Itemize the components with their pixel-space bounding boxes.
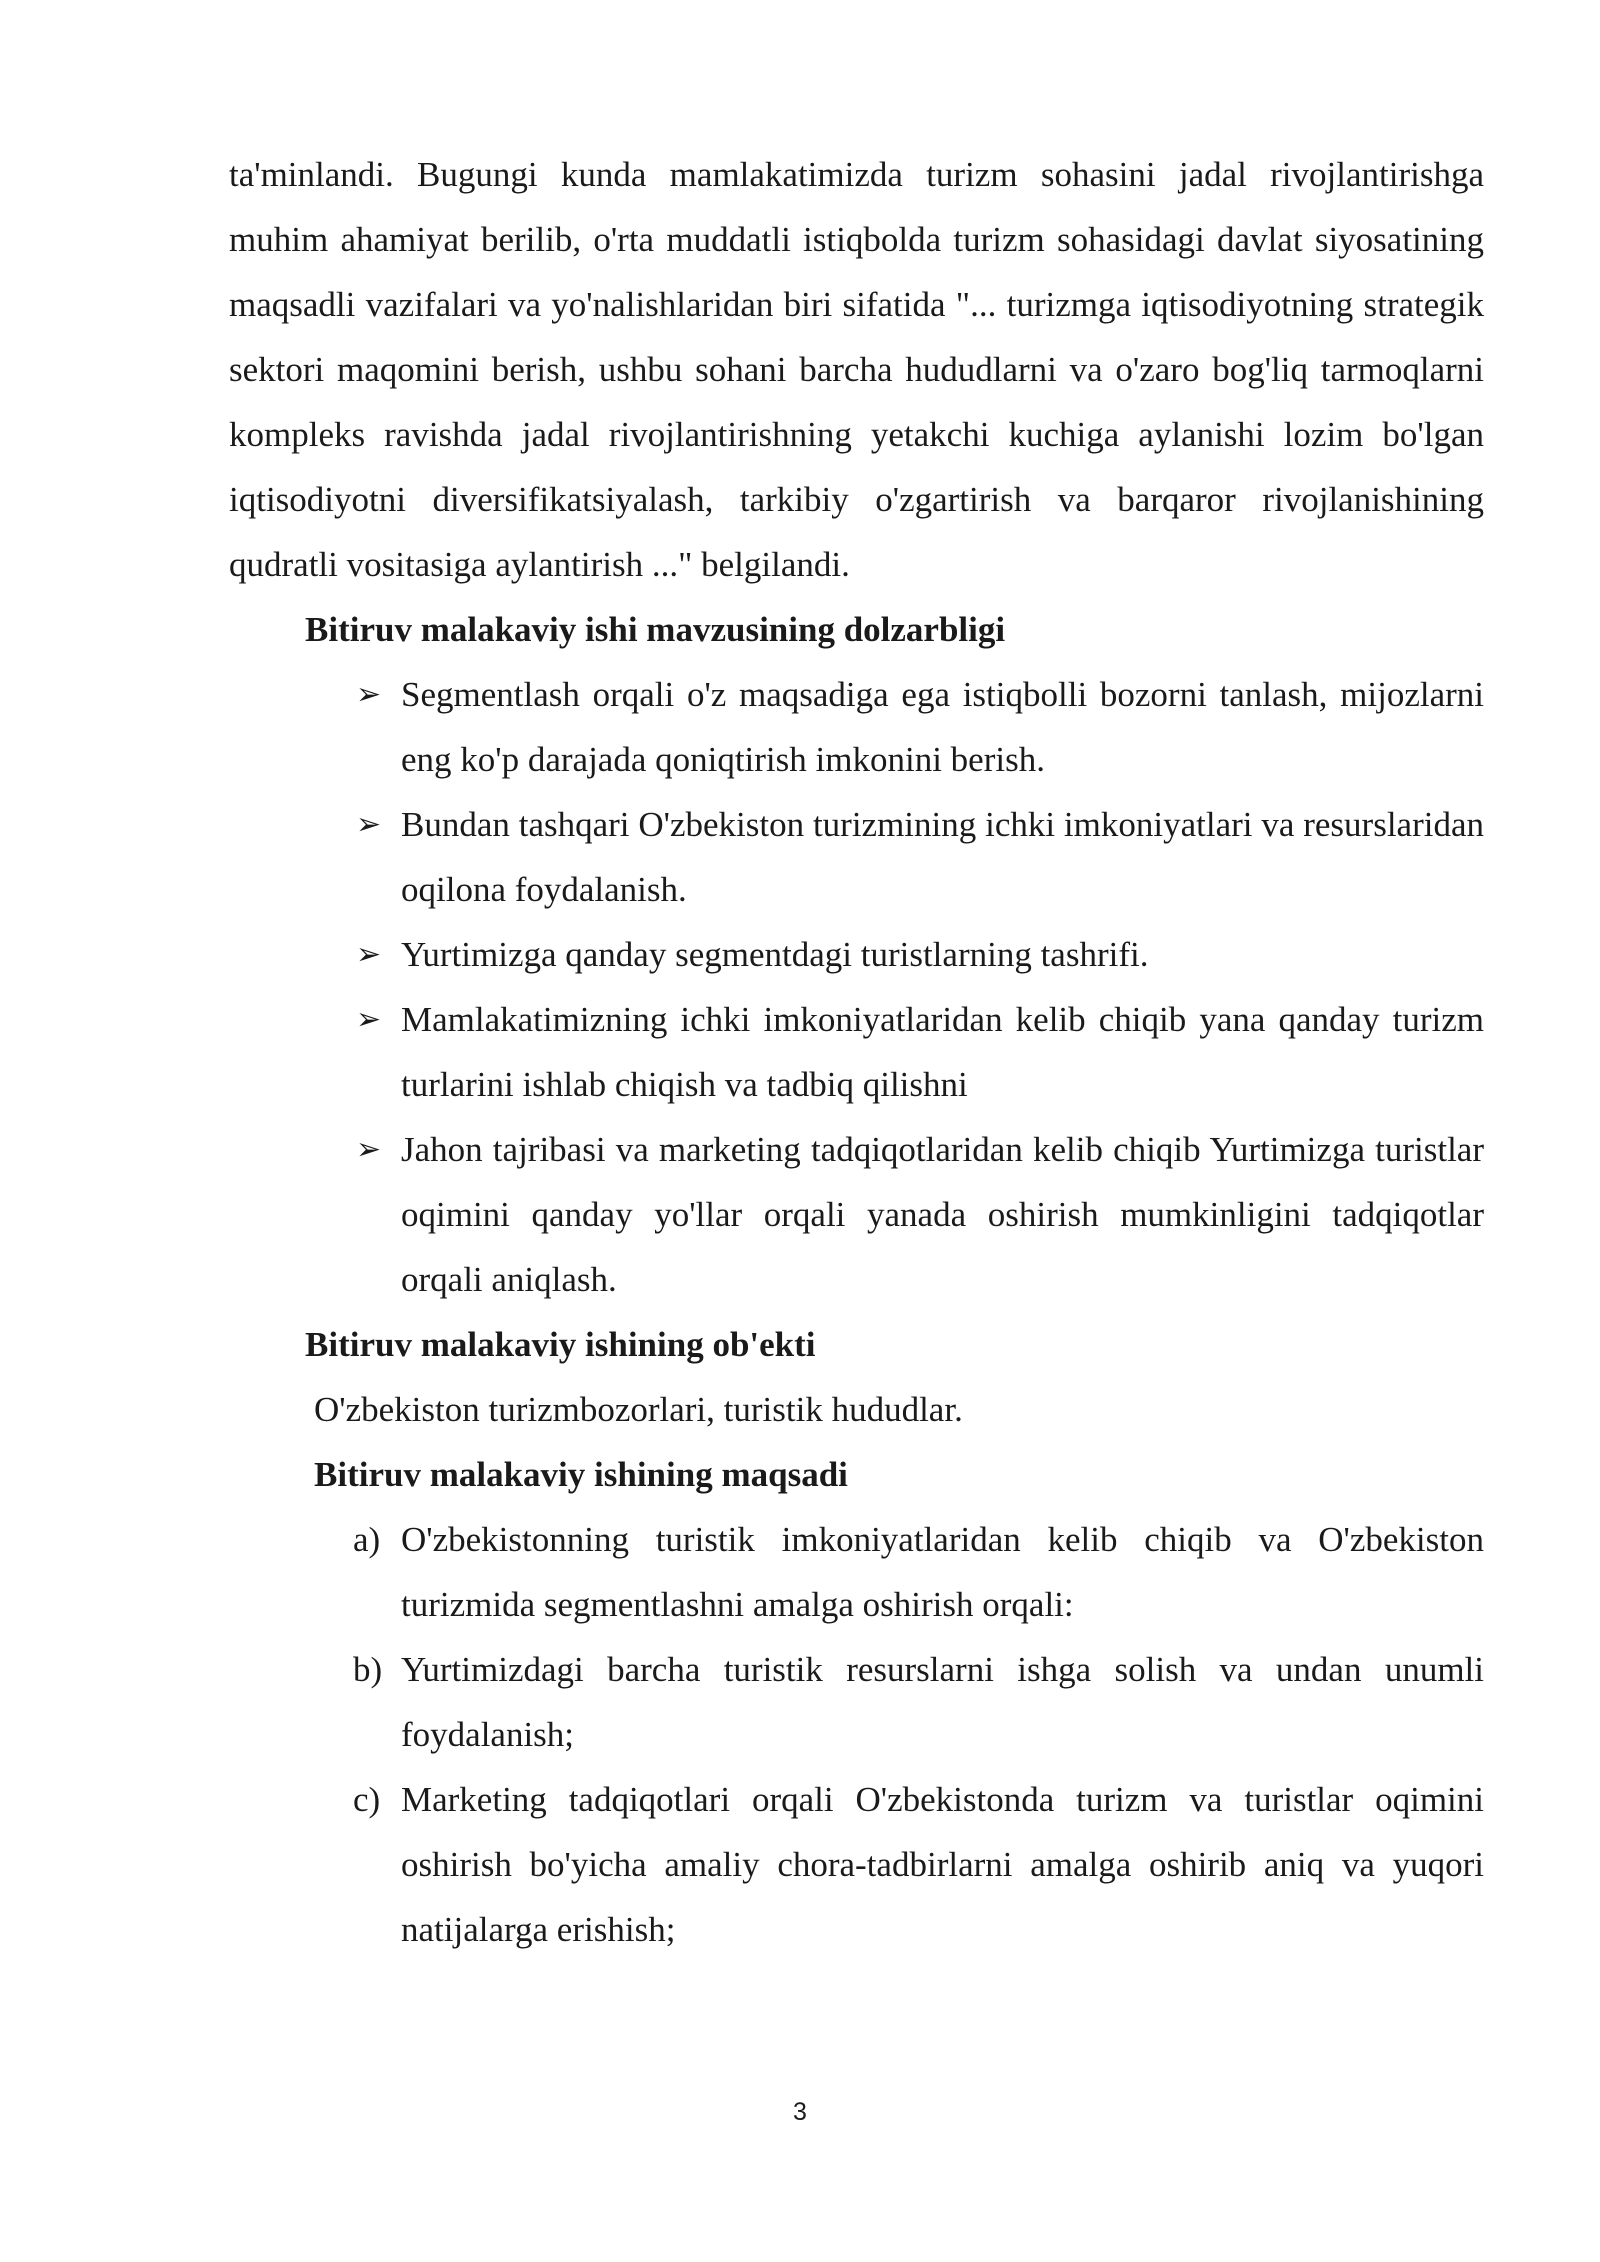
arrow-bullet-icon: ➢ <box>356 1132 382 1167</box>
object-text: O'zbekiston turizmbozorlari, turistik hududlar. <box>314 1390 963 1429</box>
list-item-text: Marketing tadqiqotlari orqali O'zbekistonda turizm va turistlar oqimini oshirish bo'yicha amaliy chora-tadbirlarni amalga oshirib aniq va yuqori natijalarga erishish; <box>401 1780 1484 1949</box>
object-heading: Bitiruv malakaviy ishining ob'ekti <box>305 1325 816 1364</box>
arrow-bullet-icon: ➢ <box>356 937 382 972</box>
list-item-text: Mamlakatimizning ichki imkoniyatlaridan kelib chiqib yana qanday turizm turlarini ishlab chiqish va tadbiq qilishni <box>401 1000 1484 1104</box>
list-item-text: Yurtimizdagi barcha turistik resurslarni ishga solish va undan unumli foydalanish; <box>401 1650 1484 1754</box>
list-item <box>229 792 1484 922</box>
intro-paragraph: ta'minlandi. Bugungi kunda mamlakatimizda turizm sohasini jadal rivojlantirishga muhim ahamiyat berilib, o'rta muddatli istiqbolda turizm sohasidagi davlat siyosatining maqsadli vazifalari va yo'nalishlaridan biri sifatida "... turizmga iqtisodiyotning strategik sektori maqomini berish, ushbu sohani barcha hududlarni va o'zaro bog'liq tarmoqlarni kompleks ravishda jadal rivojlantirishning yetakchi kuchiga aylanishi lozim bo'lgan iqtisodiyotni diversifikatsiyalash, tarkibiy o'zgartirish va barqaror rivojlanishining qudratli vositasiga aylantirish ..." belgilandi. <box>229 155 1484 584</box>
list-item <box>229 1507 1484 1637</box>
list-item <box>229 662 1484 792</box>
list-marker: c) <box>353 1780 381 1819</box>
goal-list <box>229 1507 1484 1962</box>
list-item-text: Segmentlash orqali o'z maqsadiga ega istiqbolli bozorni tanlash, mijozlarni eng ko'p darajada qoniqtirish imkonini berish. <box>401 675 1484 779</box>
list-item <box>229 987 1484 1117</box>
list-item-text: Bundan tashqari O'zbekiston turizmining ichki imkoniyatlari va resurslaridan oqilona foydalanish. <box>401 805 1484 909</box>
arrow-bullet-icon: ➢ <box>356 677 382 712</box>
list-item <box>229 1637 1484 1767</box>
page-content <box>229 142 1484 1962</box>
list-marker: a) <box>353 1520 381 1559</box>
list-item <box>229 922 1484 987</box>
arrow-bullet-icon: ➢ <box>356 1002 382 1037</box>
goal-heading: Bitiruv malakaviy ishining maqsadi <box>314 1455 848 1494</box>
relevance-heading: Bitiruv malakaviy ishi mavzusining dolzarbligi <box>305 610 1006 649</box>
relevance-list <box>229 662 1484 1312</box>
arrow-bullet-icon: ➢ <box>356 807 382 842</box>
list-item <box>229 1767 1484 1962</box>
list-item-text: Jahon tajribasi va marketing tadqiqotlaridan kelib chiqib Yurtimizga turistlar oqimini qanday yo'llar orqali yanada oshirish mumkinligini tadqiqotlar orqali aniqlash. <box>401 1130 1484 1299</box>
list-item-text: Yurtimizga qanday segmentdagi turistlarning tashrifi. <box>401 935 1149 974</box>
page-number: 3 <box>793 2098 807 2126</box>
list-item <box>229 1117 1484 1312</box>
list-marker: b) <box>353 1650 383 1689</box>
list-item-text: O'zbekistonning turistik imkoniyatlaridan kelib chiqib va O'zbekiston turizmida segmentlashni amalga oshirish orqali: <box>401 1520 1484 1624</box>
